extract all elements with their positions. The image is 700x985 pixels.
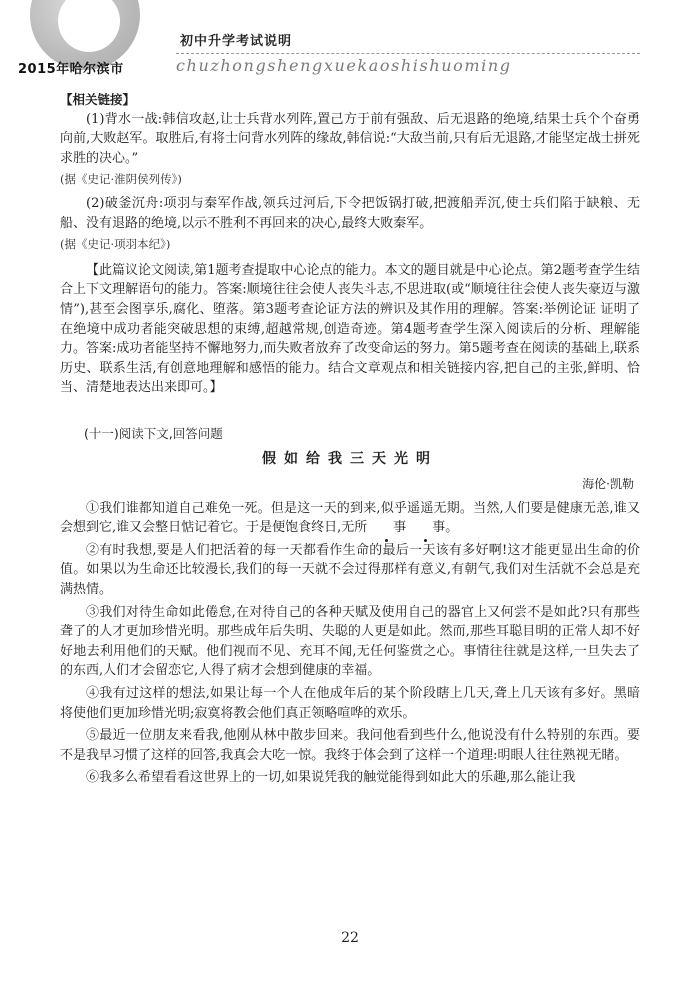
related-link-item-1: (1)背水一战:韩信攻赵,让士兵背水列阵,置己方于前有强敌、后无退路的绝境,结果士兵个个奋勇向前,大败赵军。取胜后,有将士问背水列阵的缘故,韩信说:“大敌当前,只有后无退路,才能坚定战士拼死求胜的决心。” [60, 111, 640, 166]
paragraph-1-text: ①我们谁都知道自己难免一死。但是这一天的到来,似乎遥遥无期。当然,人们要是健康无恙,谁又会想到它,谁又会整日惦记着它。于是便饱食终日,无所 [60, 500, 640, 536]
header-year-city: 2015年哈尔滨市 [18, 62, 124, 77]
essay-paragraph-2: ②有时我想,要是人们把活着的每一天都看作生命的最后一天该有多好啊!这才能更显出生命的价值。如果以为生命还比较漫长,我们的每一天就不会过得那样有意义,有朝气,我们对生活就不会总是充满热情。 [60, 542, 640, 598]
paragraph-1-end: 。 [445, 520, 459, 536]
essay-paragraph-1 [60, 499, 640, 538]
page-content [60, 90, 640, 788]
analysis-text: 【此篇议论文阅读,第1题考查提取中心论点的能力。本文的题目就是中心论点。第2题考查学生结合上下文理解语句的能力。答案:顺境往往会使人丧失斗志,不思进取(或“顺境往往会使人丧失豪迈与激情”),甚至会图享乐,腐化、堕落。第3题考查论证方法的辨识及其作用的理解。答案:举例论证 证明了在绝境中成功者能突破思想的束缚,超越常规,创造奇迹。第4题考查学生深入阅读后的分析、理解能力。答案:成功者能坚持不懈地努力,而失败者放弃了改变命运的努力。第5题考查在阅读的基础上,联系历史、联系生活,有创意地理解和感悟的能力。结合文章观点和相关链接内容,把自己的主张,鲜明、恰当、清楚地表达出来即可。】 [60, 262, 640, 396]
essay-paragraph-4: ④我有过这样的想法,如果让每一个人在他成年后的某个阶段瞎上几天,聋上几天该有多好。黑暗将使他们更加珍惜光明;寂寞将教会他们真正领略喧哗的欢乐。 [60, 686, 640, 721]
essay-title: 假如给我三天光明 [262, 450, 438, 467]
header-pinyin: chuzhongshengxuekaoshishuoming [176, 56, 512, 75]
header-title: 初中升学考试说明 [180, 34, 293, 49]
related-link-source-1: (据《史记·淮阴侯列传》) [60, 172, 182, 187]
question-title: (十一)阅读下文,回答问题 [84, 425, 223, 441]
essay-paragraph-5: ⑤最近一位朋友来看我,他刚从林中散步回来。我问他看到些什么,他说没有什么特别的东西。要不是我早习惯了这样的回答,我真会大吃一惊。我终于体会到了这样一个道理:明眼人往往熟视无睹。 [60, 728, 640, 763]
essay-paragraph-3: ③我们对待生命如此倦怠,在对待自己的各种天赋及使用自己的器官上又何尝不是如此?只有那些聋了的人才更加珍惜光明。那些成年后失明、失聪的人更是如此。然而,那些耳聪目明的正常人却不好好地去利用他们的天赋。他们视而不见、充耳不闻,无任何鉴赏之心。事情往往就是这样,一旦失去了的东西,人们才会留恋它,人得了病才会想到健康的幸福。 [60, 604, 640, 679]
header-divider [176, 53, 640, 54]
related-link-source-2: (据《史记·项羽本纪》) [60, 237, 171, 252]
essay-paragraph-6: ⑥我多么希望看看这世界上的一切,如果说凭我的触觉能得到如此大的乐趣,那么能让我 [86, 770, 576, 786]
emphasis-char-2: 事 [406, 518, 445, 538]
related-link-item-2: (2)破釜沉舟:项羽与秦军作战,领兵过河后,下令把饭锅打破,把渡船弄沉,使士兵们陷于缺粮、无船、没有退路的绝境,以示不胜利不再回来的决心,最终大败秦军。 [60, 195, 640, 231]
page-number: 22 [341, 930, 359, 946]
essay-author: 海伦·凯勒 [582, 477, 634, 492]
emphasis-char-1: 事 [367, 518, 406, 538]
related-links-heading: 【相关链接】 [60, 92, 136, 107]
spacer [60, 398, 640, 424]
